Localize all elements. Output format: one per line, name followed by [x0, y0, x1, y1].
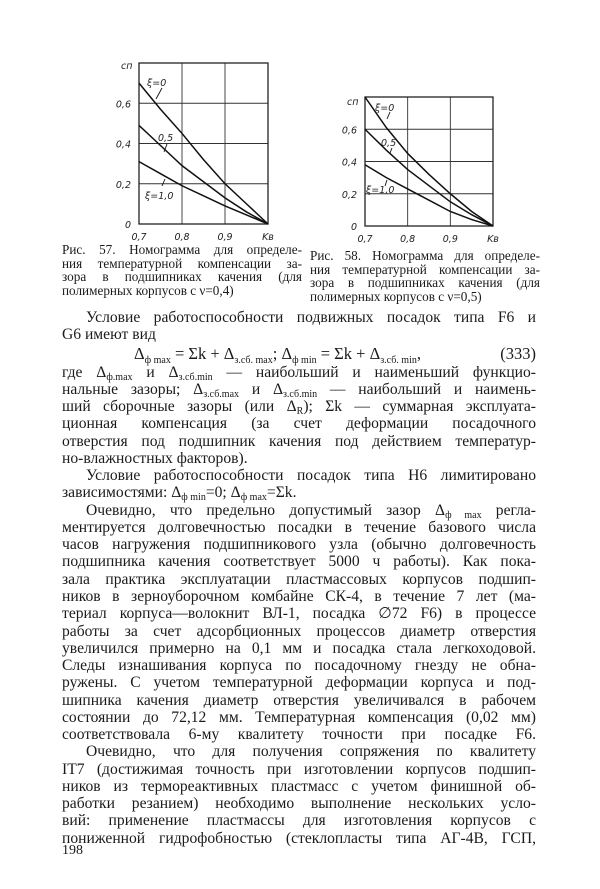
text-line: часов нагружения подшипникового узла (обычно долговечность — [62, 536, 536, 554]
curve-label-leader — [156, 88, 162, 99]
text-line: ший сборочные зазоры (или $\Delta_R$); Σk — суммарная эксплуата- — [62, 398, 536, 418]
subscript: ф max — [144, 354, 171, 366]
y-tick-label: 0,6 — [115, 99, 131, 111]
x-tick-label: 0,9 — [442, 234, 458, 245]
curve-label: 0,5 — [158, 133, 174, 144]
text-line: шипника качения диаметр отверстия увеличивался в рабочем — [62, 691, 536, 709]
curve-ξ=0 — [139, 83, 268, 224]
text-line: соответствовала 6-му квалитету точности при посадке F6. — [62, 726, 536, 744]
caption-line: ния температурной компенсации за- — [62, 255, 302, 271]
y-axis-label: cп — [347, 97, 359, 108]
text-line: Следы изнашивания корпуса по посадочному гнезду не обна- — [62, 657, 536, 675]
page-number: 198 — [62, 843, 83, 858]
caption-line: ния температурной компенсации за- — [310, 261, 540, 277]
text-line: где $\Delta_{ф.max}$ и $\Delta_{з.сб.min}$ — наибольший и наименьший функцио- — [62, 363, 537, 383]
text-line: зала практика эксплуатации пластмассовых корпусов подшип- — [62, 570, 536, 588]
text-line: териал корпуса—волокнит ВЛ-1, посадка ∅72 F6) в процессе — [62, 605, 536, 623]
text-line: пониженной гидрофобностью (стеклопласты типа АГ-4В, ГСП, — [62, 829, 536, 847]
y-tick-label: 0 — [124, 220, 131, 231]
caption-line: Рис. 58. Номограмма для определе- — [310, 248, 540, 263]
subscript: з.сб.max — [203, 388, 240, 400]
text-line: Очевидно, что для получения сопряжения по квалитету — [86, 743, 536, 761]
text-line: G6 имеют вид — [62, 326, 156, 344]
subscript: ф min — [181, 492, 206, 504]
text-line: ников в зерноуборочном комбайне СК-4, в течение 7 лет (ма- — [62, 587, 536, 605]
text-line: Очевидно, что предельно допустимый зазор $\Delta_{ф max}$ регла- — [86, 501, 536, 521]
text-line: зависимостями: $\Delta_{ф min}=0$; $\Delta_{ф max}=\Sigma k$. — [62, 484, 297, 504]
figure-58-caption — [310, 249, 540, 303]
equation-333 — [62, 344, 536, 364]
caption-line: зора в подшипниках качения (для — [310, 275, 540, 291]
text-line: Условие работоспособности подвижных посадок типа F6 и — [86, 309, 536, 326]
x-tick-label: 0,9 — [217, 232, 233, 243]
y-tick-label: 0,2 — [115, 179, 131, 191]
equation-body: $\Delta_{ф max} = \Sigma k + \Delta_{з.сб. max}$; $\Delta_{ф min} = \Sigma k + \Delta_{з.сб. min}$, — [134, 343, 421, 366]
y-tick-label: 0,4 — [115, 139, 131, 151]
text-line: но-влажностных факторов). — [62, 449, 248, 467]
text-line: ционная компенсация (за счет деформации посадочного — [62, 415, 536, 433]
y-tick-label: 0,6 — [341, 125, 357, 137]
x-tick-label: 0,8 — [174, 232, 190, 243]
subscript: ф max — [445, 509, 482, 521]
text-line: Условие работоспособности посадок типа H6 лимитировано — [86, 467, 536, 485]
x-tick-label: 0,7 — [357, 234, 373, 245]
curve-label: ξ=1,0 — [145, 191, 174, 202]
text-line: ружены. С учетом температурной деформации корпуса и под- — [62, 674, 536, 692]
text-line: вий: применение пластмассы для изготовления корпусов с — [62, 812, 536, 830]
y-tick-label: 0 — [350, 222, 357, 233]
text-line: нальные зазоры; $\Delta_{з.сб.max}$ и $\Delta_{з.сб.min}$ — наибольший и наимень- — [62, 380, 537, 400]
subscript: з.сб.min — [178, 371, 213, 383]
caption-line: полимерных корпусов с ν=0,4) — [62, 282, 234, 298]
x-tick-label: 0,7 — [131, 232, 147, 243]
curve-label: ξ=0 — [375, 103, 395, 114]
curve-label-leader — [162, 179, 165, 186]
text-line: работки резанием) необходимо выполнение нескольких усло- — [62, 795, 536, 813]
subscript: з.сб. min — [380, 354, 417, 366]
curve-label: ξ=0 — [147, 78, 167, 89]
chart-figure-58 — [342, 97, 499, 245]
equation-number: (333) — [500, 343, 536, 363]
caption-line: полимерных корпусов с ν=0,5) — [310, 288, 482, 304]
subscript: ф max — [240, 492, 267, 504]
subscript: ф min — [292, 354, 317, 366]
text-line: работы за счет адсорбционных процессов диаметр отверстия — [62, 622, 536, 640]
text-line: ников из термореактивных пластмасс с учетом финишной об- — [62, 777, 536, 795]
x-tick-label: Kв — [262, 232, 274, 243]
chart-figure-57 — [116, 61, 274, 243]
y-tick-label: 0,4 — [341, 157, 357, 169]
text-line: IT7 (достижимая точность при изготовлении корпусов подшип- — [62, 760, 536, 778]
figure-57-caption — [62, 243, 302, 297]
text-line: увеличился примерно на 0,1 мм и посадка стала легкоходовой. — [62, 639, 536, 657]
caption-line: Рис. 57. Номограмма для определе- — [62, 242, 302, 257]
curve-label: 0,5 — [381, 138, 397, 149]
y-axis-label: cп — [121, 61, 133, 72]
x-tick-label: 0,8 — [400, 234, 416, 245]
subscript: R — [296, 406, 304, 418]
caption-line: зора в подшипниках качения (для — [62, 269, 302, 285]
text-line: отверстия под подшипник качения под действием температур- — [62, 432, 536, 450]
subscript: з.сб. max — [234, 354, 273, 366]
text-line: состоянии до 72,12 мм. Температурная компенсация (0,02 мм) — [62, 708, 536, 726]
text-line: ментируется долговечностью посадки в течение базового числа — [62, 518, 536, 536]
subscript: з.сб.min — [282, 388, 318, 400]
text-line: подшипника качения соответствует 5000 ч работы). Как пока- — [62, 553, 536, 571]
x-tick-label: Kв — [487, 234, 499, 245]
subscript: ф.max — [106, 371, 133, 383]
y-tick-label: 0,2 — [341, 189, 357, 201]
body-text — [62, 309, 536, 847]
curve-label: ξ=1,0 — [366, 185, 395, 196]
